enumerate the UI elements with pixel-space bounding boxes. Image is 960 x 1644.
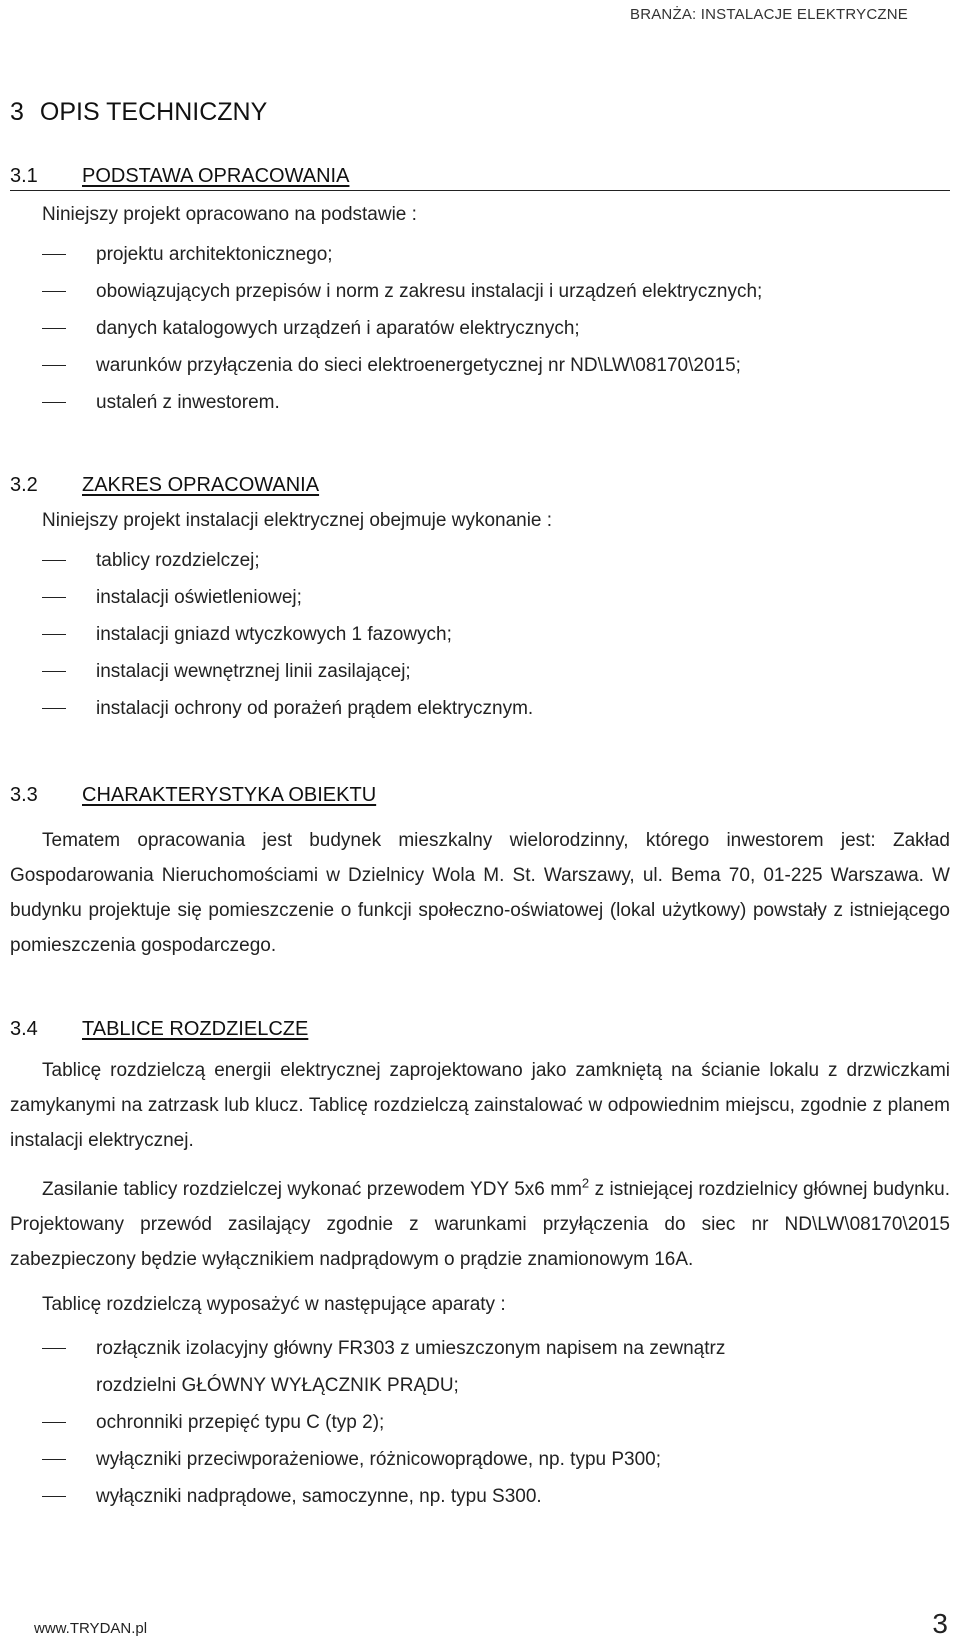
section-3-1	[10, 165, 950, 421]
paragraph-text: z istniejącej rozdzielnicy głównej budynku. Projektowany przewód zasilający zgodnie z warunkami przyłączenia do siec nr ND\LW\08170\2015 zabezpieczony będzie wyłącznikiem nadprądowym o prądzie znamionowym 16A.	[10, 1179, 950, 1270]
list-item: rozłącznik izolacyjny główny FR303 z umieszczonym napisem na zewnątrz	[10, 1330, 950, 1367]
section-title: ZAKRES OPRACOWANIA	[82, 474, 320, 496]
section-title: PODSTAWA OPRACOWANIA	[82, 165, 350, 187]
page-number: 3	[932, 1608, 948, 1639]
list-item: instalacji oświetleniowej;	[10, 579, 950, 616]
title-number: 3	[10, 98, 24, 126]
bullet-list	[10, 236, 950, 421]
section-title: CHARAKTERYSTYKA OBIEKTU	[82, 784, 377, 806]
paragraph-text: Zasilanie tablicy rozdzielczej wykonać przewodem YDY 5x6 mm	[42, 1179, 582, 1200]
list-item: instalacji gniazd wtyczkowych 1 fazowych;	[10, 616, 950, 653]
section-paragraph: Tematem opracowania jest budynek mieszkalny wielorodzinny, którego inwestorem jest: Zakład Gospodarowania Nieruchomościami w Dzielnicy Wola M. St. Warszawy, ul. Bema 70, 01-225 Warszawa. W budynku projektuje się pomieszczenie o funkcji społeczno-oświatowej (lokal użytkowy) powstały z istniejącego pomieszczenia gospodarczego.	[10, 830, 950, 956]
list-item: tablicy rozdzielczej;	[10, 542, 950, 579]
section-heading	[10, 474, 950, 497]
section-number: 3.1	[10, 165, 38, 187]
section-paragraph: Tablicę rozdzielczą energii elektrycznej zaprojektowano jako zamkniętą na ścianie lokalu z drzwiczkami zamykanymi na zatrzask lub klucz. Tablicę rozdzielczą zainstalować w odpowiednim miejscu, zgodnie z planem instalacji elektrycznej.	[10, 1060, 950, 1151]
section-paragraph: Tablicę rozdzielczą wyposażyć w następujące aparaty :	[42, 1294, 506, 1315]
list-item: wyłączniki przeciwporażeniowe, różnicowoprądowe, np. typu P300;	[10, 1441, 950, 1478]
list-item: projektu architektonicznego;	[10, 236, 950, 273]
title-text: OPIS TECHNICZNY	[39, 98, 268, 126]
section-heading	[10, 1018, 950, 1041]
list-item: rozdzielni GŁÓWNY WYŁĄCZNIK PRĄDU;	[96, 1375, 459, 1396]
section-heading	[10, 165, 950, 191]
section-3-2	[10, 474, 950, 727]
section-intro: Niniejszy projekt opracowano na podstawie :	[42, 204, 417, 225]
bullet-list	[10, 542, 950, 727]
section-3-3	[10, 784, 950, 963]
list-item: instalacji ochrony od porażeń prądem elektrycznym.	[10, 690, 950, 727]
section-number: 3.4	[10, 1018, 38, 1040]
list-item: warunków przyłączenia do sieci elektroenergetycznej nr ND\LW\08170\2015;	[10, 347, 950, 384]
list-item: obowiązujących przepisów i norm z zakresu instalacji i urządzeń elektrycznych;	[10, 273, 950, 310]
list-item: wyłączniki nadprądowe, samoczynne, np. typu S300.	[10, 1478, 950, 1515]
section-heading	[10, 784, 950, 807]
section-intro: Niniejszy projekt instalacji elektrycznej obejmuje wykonanie :	[42, 510, 553, 531]
footer-url[interactable]: www.TRYDAN.pl	[34, 1620, 148, 1637]
section-title: TABLICE ROZDZIELCZE	[82, 1018, 309, 1040]
section-3-4	[10, 1018, 950, 1515]
list-item: danych katalogowych urządzeń i aparatów elektrycznych;	[10, 310, 950, 347]
section-number: 3.3	[10, 784, 38, 806]
section-paragraph	[10, 1172, 950, 1277]
section-number: 3.2	[10, 474, 38, 496]
list-item: instalacji wewnętrznej linii zasilającej;	[10, 653, 950, 690]
list-item: ochronniki przepięć typu C (typ 2);	[10, 1404, 950, 1441]
list-item: ustaleń z inwestorem.	[10, 384, 950, 421]
page-header: BRANŻA: INSTALACJE ELEKTRYCZNE	[629, 6, 908, 23]
page-title	[10, 98, 267, 127]
bullet-list	[10, 1330, 950, 1515]
superscript: 2	[581, 1175, 590, 1191]
